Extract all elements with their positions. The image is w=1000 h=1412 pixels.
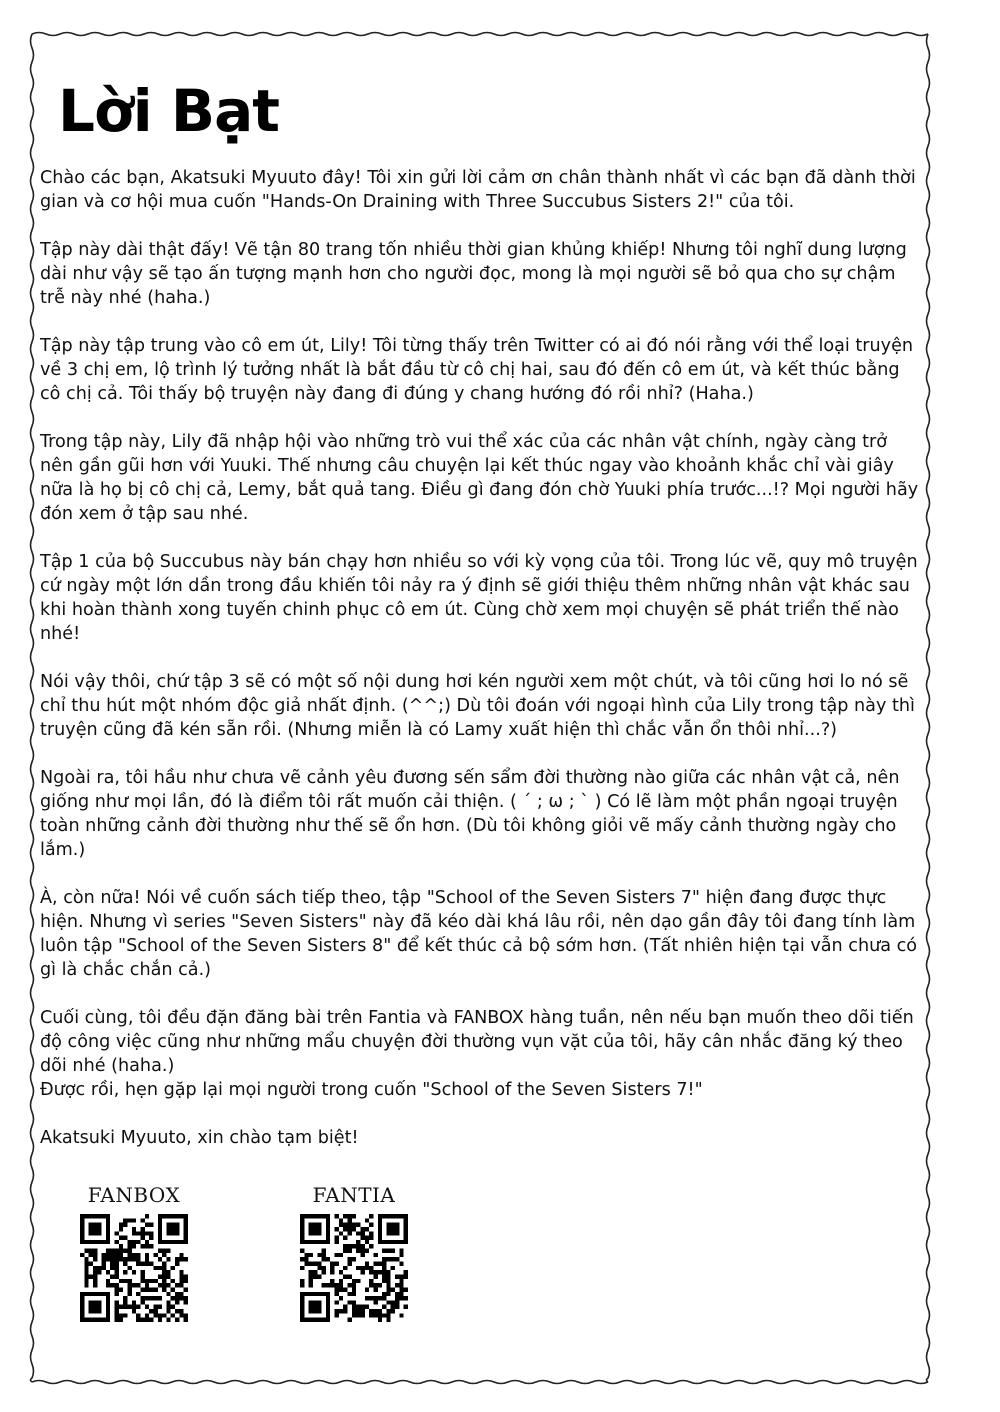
- paragraph-next-book: À, còn nữa! Nói về cuốn sách tiếp theo, tập "School of the Seven Sisters 7" hiện đang được thực hiện. Nhưng vì series "Seven Sisters" này đã kéo dài khá lâu rồi, nên dạo gần đây tôi đang tính làm luôn tập "School of the Seven Sisters 8" để kết thúc cả bộ sớm hơn. (Tất nhiên hiện tại vẫn chưa có gì là chắc chắn cả.): [40, 888, 918, 980]
- paragraph-volume-3: Nói vậy thôi, chứ tập 3 sẽ có một số nội dung hơi kén người xem một chút, và tôi cũng hơi lo nó sẽ chỉ thu hút một nhóm độc giả nhất định. (^^;) Dù tôi đoán với ngoại hình của Lily trong tập này thì truyện cũng đã kén sẵn rồi. (Nhưng miễn là có Lamy xuất hiện thì chắc vẫn ổn thôi nhỉ...?): [40, 672, 915, 740]
- paragraph-signoff: Akatsuki Myuuto, xin chào tạm biệt!: [40, 1128, 359, 1148]
- page-title: Lời Bạt: [58, 77, 279, 145]
- fantia-qr-code[interactable]: [300, 1214, 408, 1322]
- paragraph-story: Trong tập này, Lily đã nhập hội vào những trò vui thể xác của các nhân vật chính, ngày càng trở nên gần gũi hơn với Yuuki. Thế nhưng câu chuyện lại kết thúc ngay vào khoảnh khắc chỉ vài giây nữa là họ bị cô chị cả, Lemy, bắt quả tang. Điều gì đang đón chờ Yuuki phía trước...!? Mọi người hãy đón xem ở tập sau nhé.: [40, 432, 919, 524]
- paragraph-fantia-fanbox: Cuối cùng, tôi đều đặn đăng bài trên Fantia và FANBOX hàng tuần, nên nếu bạn muốn theo dõi tiến độ công việc cũng như những mẩu chuyện đời thường vụn vặt của tôi, hãy cân nhắc đăng ký theo dõi nhé (haha.): [40, 1008, 914, 1076]
- paragraph-see-you: Được rồi, hẹn gặp lại mọi người trong cuốn "School of the Seven Sisters 7!": [40, 1080, 703, 1100]
- paragraph-improvement: Ngoài ra, tôi hầu như chưa vẽ cảnh yêu đương sến sẩm đời thường nào giữa các nhân vật cả, nên giống như mọi lần, đó là điểm tôi rất muốn cải thiện. ( ´ ; ω ; ` ) Có lẽ làm một phần ngoại truyện toàn những cảnh đời thường như thế sẽ ổn hơn. (Dù tôi không giỏi vẽ mấy cảnh thường ngày cho lắm.): [40, 768, 900, 860]
- fanbox-qr-code[interactable]: [80, 1214, 188, 1322]
- paragraph-sales: Tập 1 của bộ Succubus này bán chạy hơn nhiều so với kỳ vọng của tôi. Trong lúc vẽ, quy mô truyện cứ ngày một lớn dần trong đầu khiến tôi nảy ra ý định sẽ giới thiệu thêm những nhân vật khác sau khi hoàn thành xong tuyến chinh phục cô em út. Cùng chờ xem mọi chuyện sẽ phát triển thế nào nhé!: [40, 552, 918, 644]
- fantia-qr-block: [294, 1182, 414, 1322]
- fanbox-qr-block: [74, 1182, 194, 1322]
- afterword-body: [40, 166, 920, 1174]
- fantia-label: FANTIA: [312, 1183, 396, 1207]
- paragraph-lily-focus: Tập này tập trung vào cô em út, Lily! Tôi từng thấy trên Twitter có ai đó nói rằng với thể loại truyện về 3 chị em, lộ trình lý tưởng nhất là bắt đầu từ cô chị hai, sau đó đến cô em út, và kết thúc bằng cô chị cả. Tôi thấy bộ truyện này đang đi đúng y chang hướng đó rồi nhỉ? (Haha.): [40, 336, 914, 404]
- fanbox-label: FANBOX: [87, 1183, 181, 1207]
- paragraph-greeting: Chào các bạn, Akatsuki Myuuto đây! Tôi xin gửi lời cảm ơn chân thành nhất vì các bạn đã dành thời gian và cơ hội mua cuốn "Hands-On Draining with Three Succubus Sisters 2!" của tôi.: [40, 168, 916, 212]
- paragraph-length: Tập này dài thật đấy! Vẽ tận 80 trang tốn nhiều thời gian khủng khiếp! Nhưng tôi nghĩ dung lượng dài như vậy sẽ tạo ấn tượng mạnh hơn cho người đọc, mong là mọi người sẽ bỏ qua cho sự chậm trễ này nhé (haha.): [40, 240, 907, 308]
